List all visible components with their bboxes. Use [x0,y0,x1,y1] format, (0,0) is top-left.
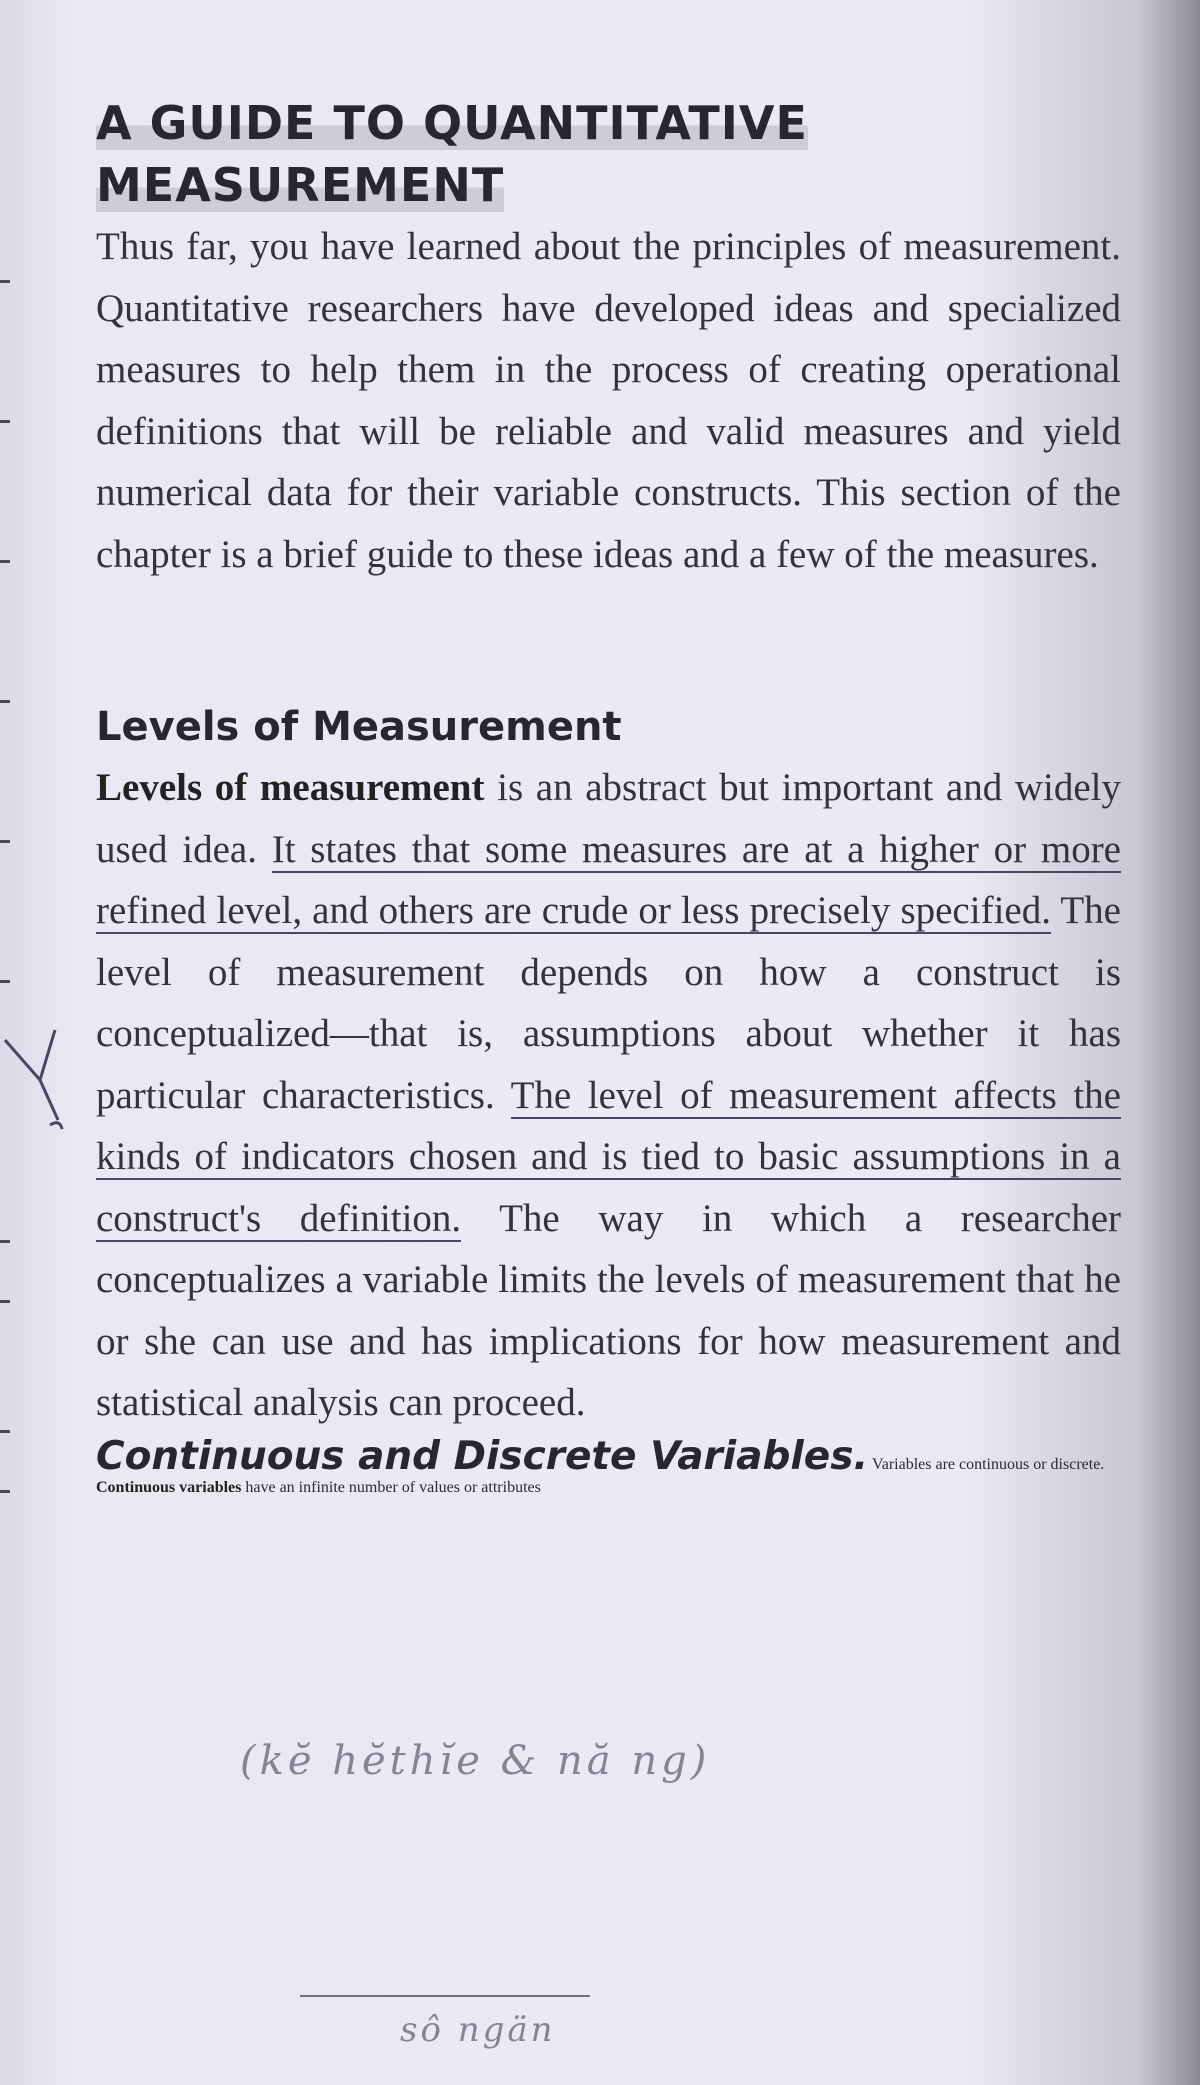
underlined-passage-1: It states that some measures are at a higher or more refined level, and others are crude or less precisely specified. [96,827,1121,932]
runin-heading-continuous-discrete: Continuous and Discrete Variables. [96,1433,869,1479]
handwritten-note-1: (kĕ hĕthĭe & nă ng) [240,1738,711,1784]
term-levels-of-measurement: Levels of measurement [96,766,485,809]
section-heading: A GUIDE TO QUANTITATIVE MEASUREMENT [96,96,808,212]
handwritten-note-2: sô ngän [400,2010,556,2050]
underlined-passage-2: The level of measurement affects the kinds of indicators chosen and is tied to basic assumptions in a construct's definition. [96,1073,1121,1240]
levels-paragraph: Levels of measurement is an abstract but important and widely used idea. It states that some measures are at a higher or more refined level, and others are crude or less precisely specified. The level of measurement depends on how a construct is conceptualized—that is, assumptions about whether it has particular characteristics. The level of measurement affects the kinds of indicators chosen and is tied to basic assumptions in a construct's definition. The way in which a researcher conceptualizes a variable limits the levels of measurement that he or she can use and has implications for how measurement and statistical analysis can proceed. [96,766,1121,1424]
main-text-column: A GUIDE TO QUANTITATIVE MEASUREMENT Thus far, you have learned about the principles of measurement. Quantitative researchers have developed ideas and specialized measures to help them in the process of creating operational definitions that will be reliable and valid measures and yield numerical data for their variable constructs. This section of the chapter is a brief guide to these ideas and a few of the measures. Levels of Measurement Levels of measurement is an abstract but important and widely used idea. It states that some measures are at a higher or more refined level, and others are crude or less precisely specified. The level of measurement depends on how a construct is conceptualized—that is, assumptions about whether it has particular characteristics. The level of measurement affects the kinds of indicators chosen and is tied to basic assumptions in a construct's definition. The way in which a researcher conceptualizes a variable limits the levels of measurement that he or she can use and has implications for how measurement and statistical analysis can proceed. Continuous and Discrete Variables. Variables are continuous or discrete. Continuous variables have an infinite number of values or attributes [96,92,1121,1513]
subheading-levels-of-measurement: Levels of Measurement [96,704,622,750]
intro-paragraph: Thus far, you have learned about the principles of measurement. Quantitative researchers have developed ideas and specialized measures to help them in the process of creating operational definitions that will be reliable and valid measures and yield numerical data for their variable constructs. This section of the chapter is a brief guide to these ideas and a few of the measures. [96,225,1121,576]
margin-checkmark-scribble [0,1010,90,1150]
handwritten-underline [300,1995,590,1997]
term-continuous-variables: Continuous variables [96,1478,242,1496]
